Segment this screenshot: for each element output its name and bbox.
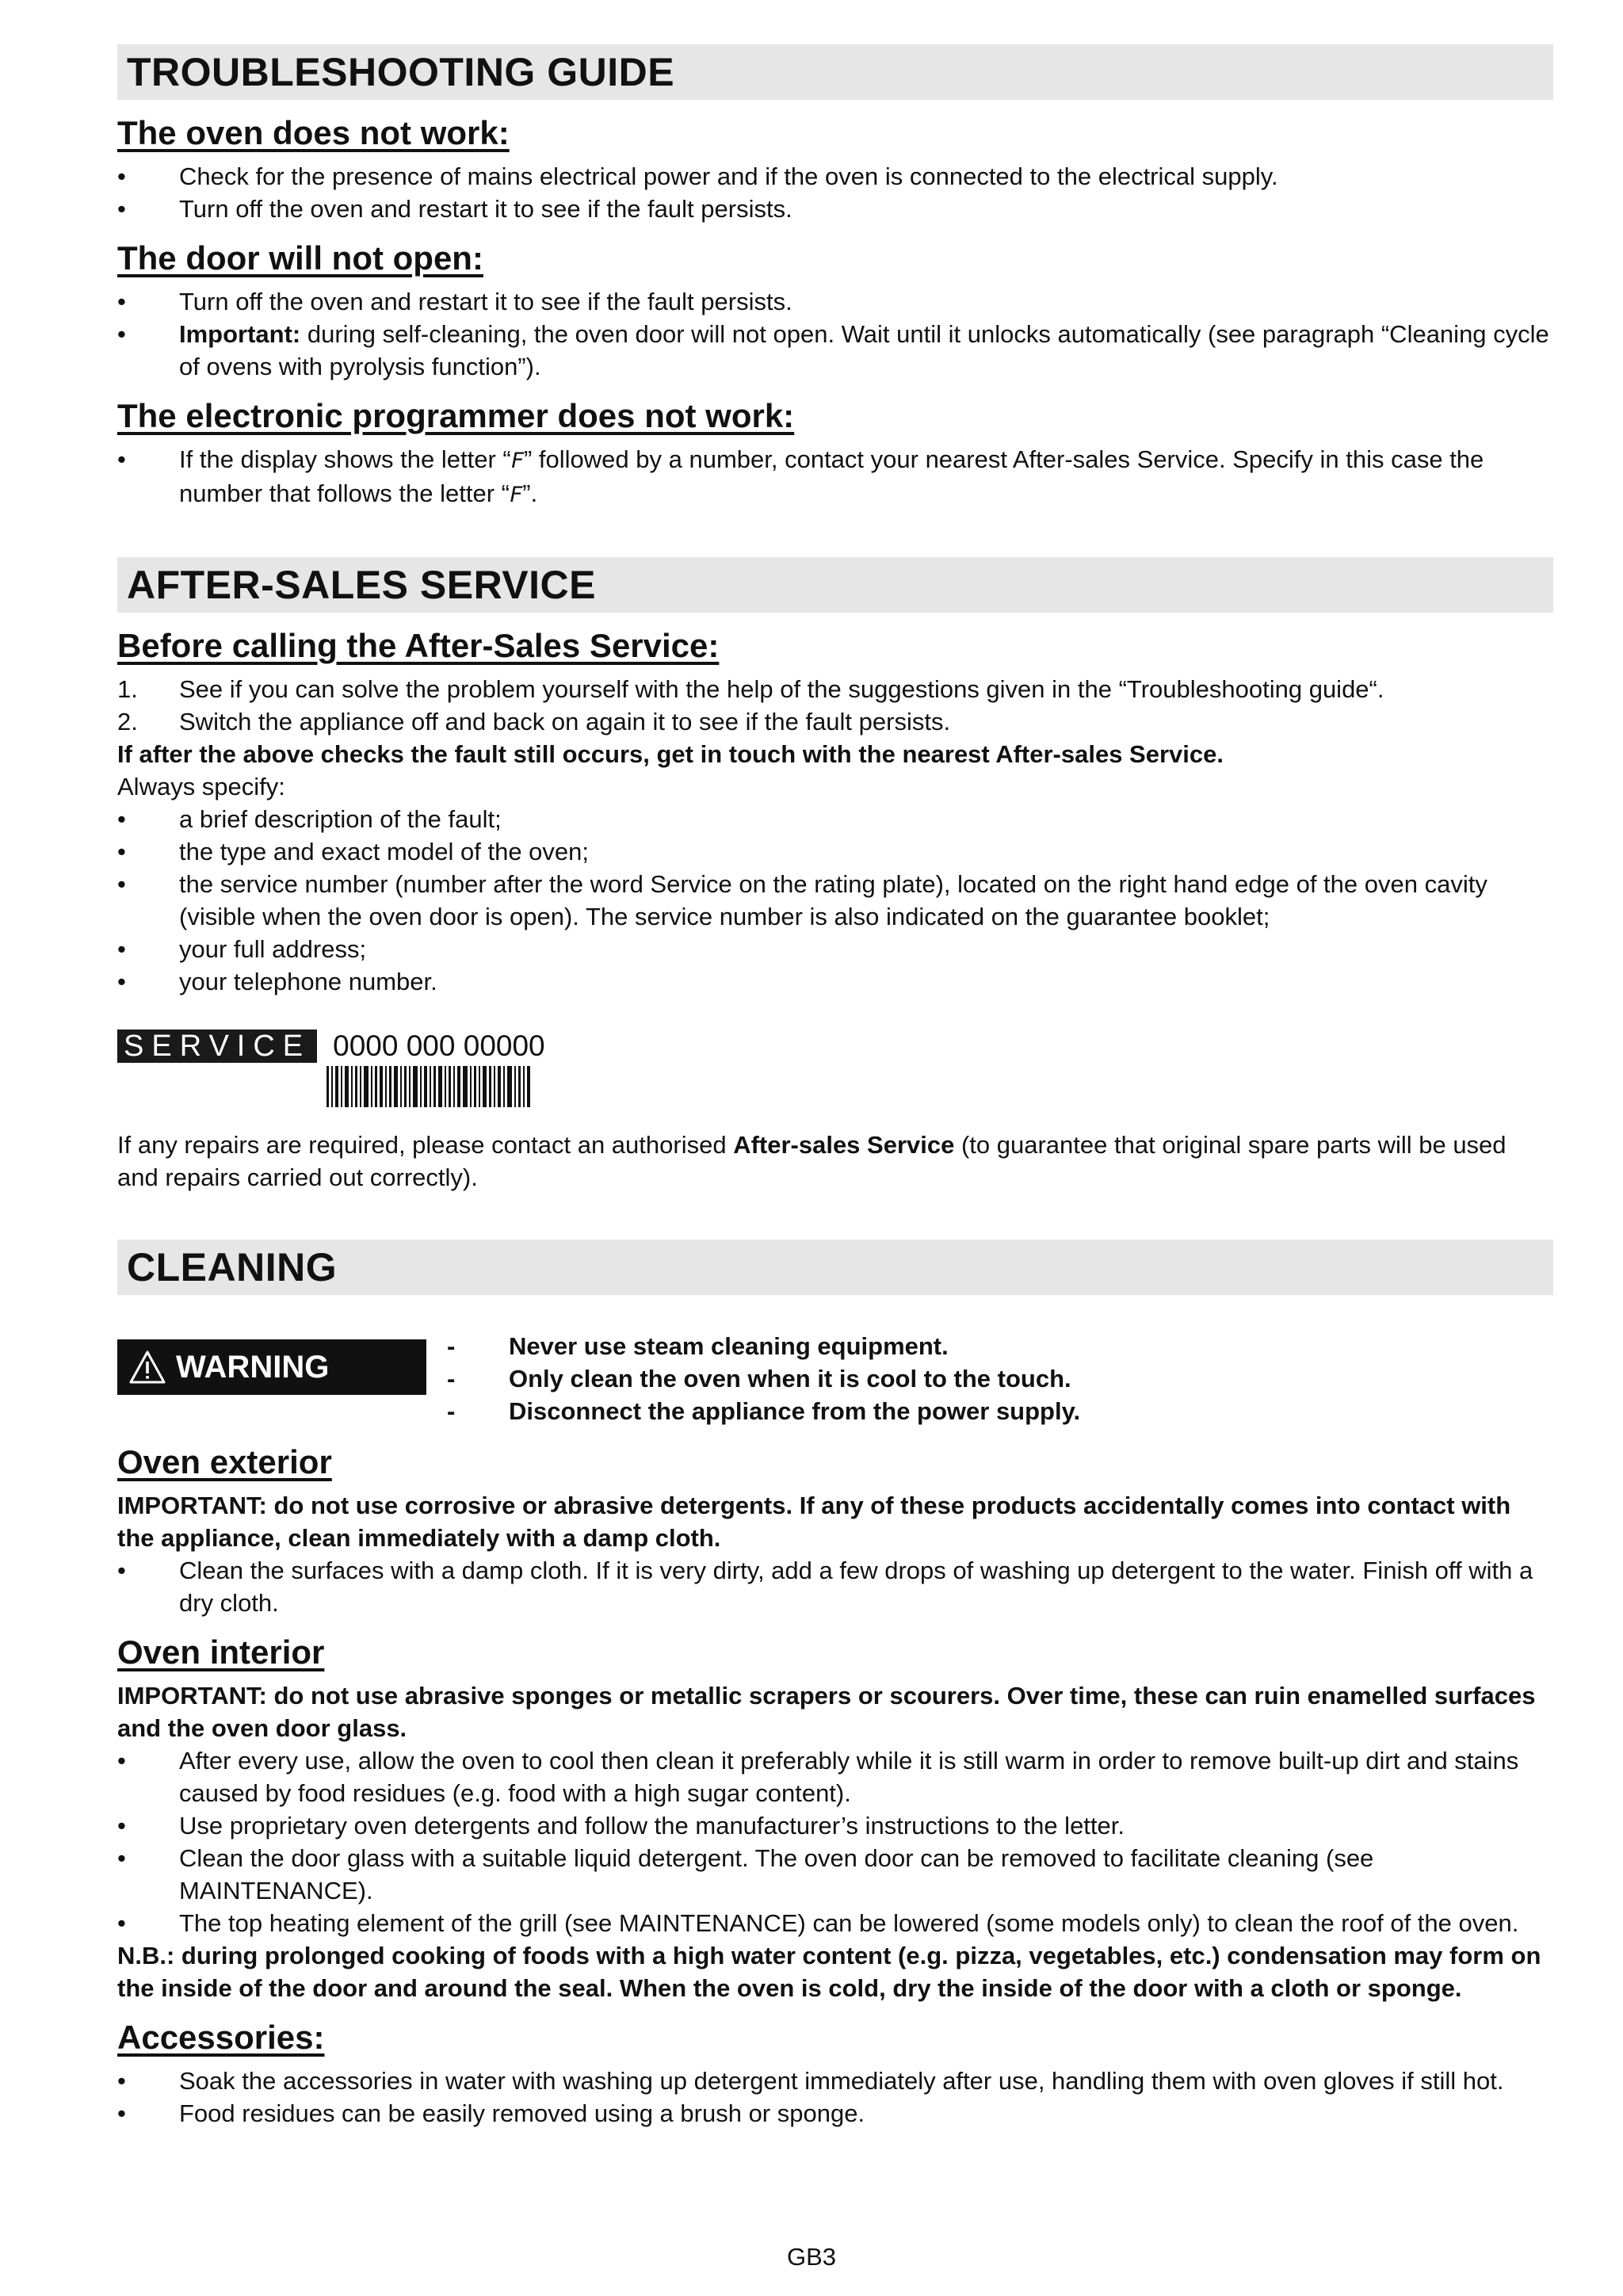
bullet: •	[117, 195, 126, 223]
display-letter: F	[509, 483, 523, 507]
list-item: • Use proprietary oven detergents and follow the manufacturer’s instructions to the letter.	[117, 1812, 1125, 1839]
warning-list	[447, 1330, 1080, 1427]
repairs-paragraph: If any repairs are required, please contact an authorised After-sales Service (to guarantee that original spare parts will be used and repairs carried out correctly).	[117, 1131, 1507, 1191]
list-item: • Turn off the oven and restart it to see if the fault persists.	[117, 285, 1553, 318]
list-item: • a brief description of the fault;	[117, 805, 502, 833]
list-item: • the service number (number after the word Service on the rating plate), located on the right hand edge of the oven cavity (visible when the oven door is open). The service number is also indicated on the guarantee booklet;	[117, 870, 1487, 930]
page-number: GB3	[786, 2243, 837, 2271]
bullet: •	[117, 288, 126, 315]
warning-badge: WARNING	[117, 1339, 426, 1395]
exterior-important: IMPORTANT: do not use corrosive or abrasive detergents. If any of these products accidentally comes into contact with the appliance, clean immediately with a damp cloth.	[117, 1492, 1511, 1552]
list-item: • Turn off the oven and restart it to see if the fault persists.	[117, 193, 1553, 225]
list-item: 2. Switch the appliance off and back on again it to see if the fault persists.	[117, 708, 951, 735]
nb-note: N.B.: during prolonged cooking of foods with a high water content (e.g. pizza, vegetables, etc.) condensation may form on the inside of the door and around the seal. When the oven is cold, dry the inside of the door with a cloth or sponge.	[117, 1942, 1541, 2002]
door-not-open-heading: The door will not open:	[117, 239, 483, 277]
list-item: 1. See if you can solve the problem yourself with the help of the suggestions given in the “Troubleshooting guide“.	[117, 675, 1384, 703]
document-page	[117, 44, 1553, 2130]
warning-item: - Never use steam cleaning equipment.	[447, 1332, 949, 1360]
bullet: •	[117, 445, 126, 473]
oven-not-work-heading: The oven does not work:	[117, 114, 510, 151]
warning-triangle-icon	[128, 1350, 166, 1385]
before-calling-heading: Before calling the After-Sales Service:	[117, 627, 720, 664]
accessories-heading: Accessories:	[117, 2019, 325, 2056]
list-item: • Food residues can be easily removed using a brush or sponge.	[117, 2099, 865, 2127]
list-item: • your full address;	[117, 935, 367, 963]
oven-interior-heading: Oven interior	[117, 1633, 325, 1671]
list-item: • the type and exact model of the oven;	[117, 838, 590, 865]
always-specify: Always specify:	[117, 773, 285, 800]
cleaning-title: CLEANING	[117, 1240, 1553, 1295]
interior-important: IMPORTANT: do not use abrasive sponges or metallic scrapers or scourers. Over time, these can ruin enamelled surfaces and the oven door glass.	[117, 1682, 1536, 1742]
list-item: • Check for the presence of mains electrical power and if the oven is connected to the electrical supply.	[117, 160, 1553, 193]
list-item: • Clean the door glass with a suitable liquid detergent. The oven door can be removed to facilitate cleaning (see MAINTENANCE).	[117, 1844, 1374, 1904]
troubleshooting-title: TROUBLESHOOTING GUIDE	[117, 44, 1553, 100]
bullet: •	[117, 320, 126, 348]
list-item: • After every use, allow the oven to cool then clean it preferably while it is still warm in order to remove built-up dirt and stains caused by food residues (e.g. food with a high sugar content).	[117, 1747, 1519, 1807]
service-label-block	[117, 1030, 1553, 1111]
list-item: • If the display shows the letter “F” followed by a number, contact your nearest After-sales Service. Specify in this case the number that follows the letter “F”.	[117, 443, 1553, 511]
list-item: • Soak the accessories in water with washing up detergent immediately after use, handling them with oven gloves if still hot.	[117, 2067, 1504, 2095]
fault-persists-line: If after the above checks the fault still occurs, get in touch with the nearest After-sales Service.	[117, 740, 1224, 768]
list-item: • The top heating element of the grill (see MAINTENANCE) can be lowered (some models only) to clean the roof of the oven.	[117, 1909, 1519, 1937]
bullet: •	[117, 162, 126, 190]
warning-block	[117, 1330, 1553, 1427]
after-sales-title: AFTER-SALES SERVICE	[117, 557, 1553, 613]
programmer-not-work-heading: The electronic programmer does not work:	[117, 397, 795, 434]
service-number: 0000 000 00000	[333, 1030, 545, 1062]
warning-item: - Only clean the oven when it is cool to the touch.	[447, 1365, 1071, 1392]
display-letter: F	[510, 449, 524, 473]
oven-exterior-heading: Oven exterior	[117, 1443, 332, 1480]
important-label: Important:	[179, 320, 301, 348]
list-item: • your telephone number.	[117, 968, 437, 995]
warning-item: - Disconnect the appliance from the power supply.	[447, 1397, 1081, 1425]
barcode-icon	[327, 1066, 533, 1107]
list-item: • Clean the surfaces with a damp cloth. If it is very dirty, add a few drops of washing up detergent to the water. Finish off with a dry cloth.	[117, 1557, 1533, 1617]
list-item: • Important: during self-cleaning, the oven door will not open. Wait until it unlocks automatically (see paragraph “Cleaning cycle of ovens with pyrolysis function”).	[117, 318, 1553, 383]
service-badge: SERVICE	[117, 1030, 317, 1063]
